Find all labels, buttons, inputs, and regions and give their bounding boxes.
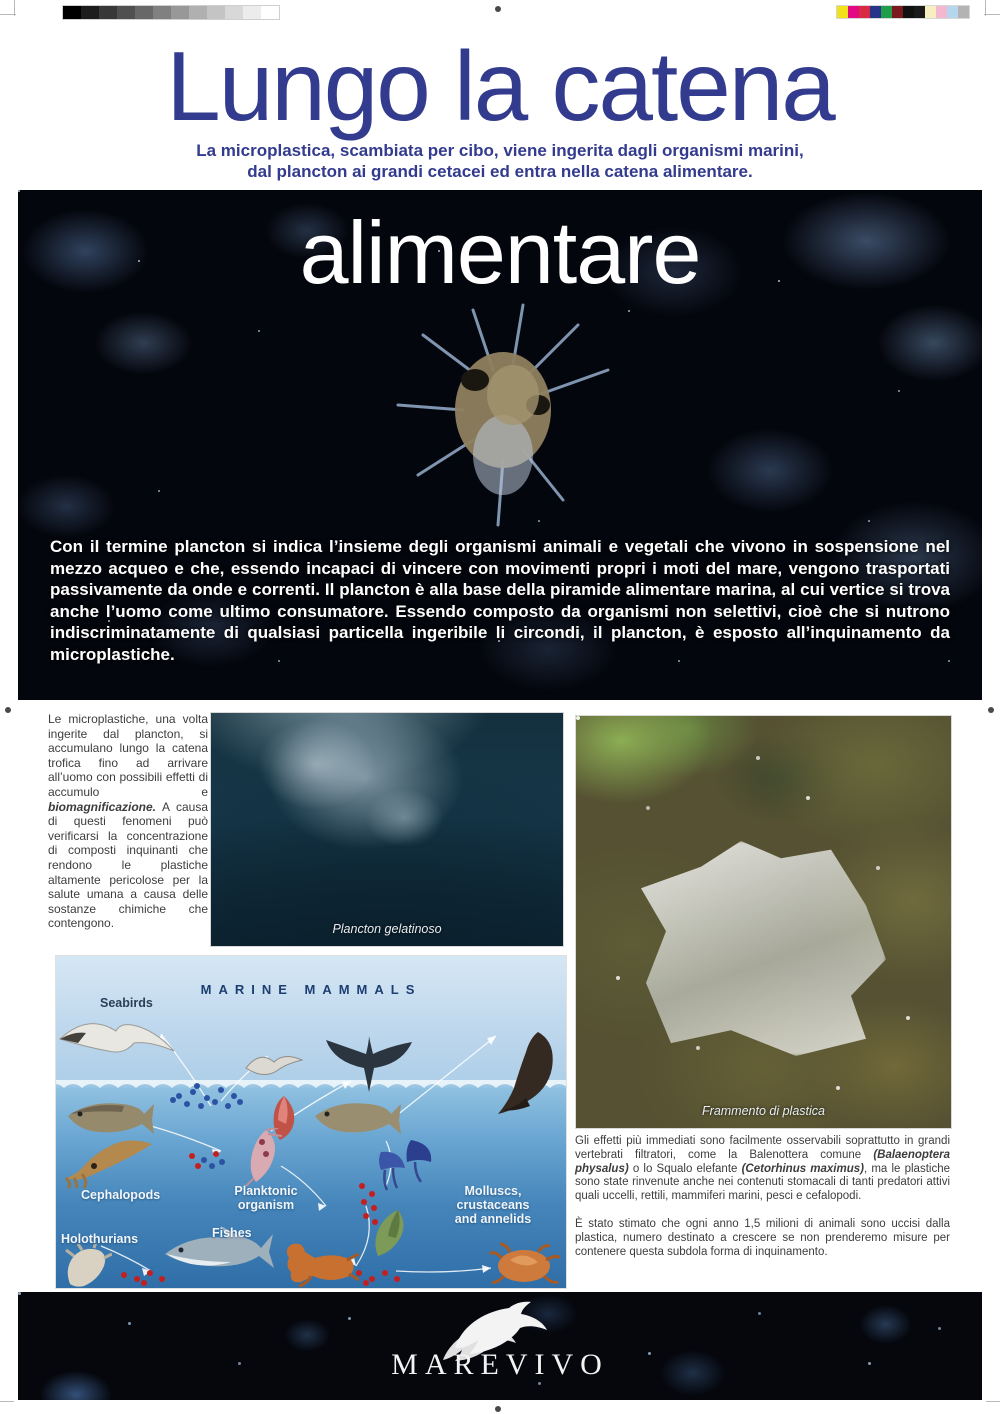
- registration-dot-left: [5, 707, 11, 713]
- annelid-crab-illustration: [488, 1242, 560, 1288]
- microplastics-accumulation-text: [48, 712, 208, 931]
- paragraph-animals-killed: È stato stimato che ogni anno 1,5 milioni di animali sono uccisi dalla plastica, numero destinato a crescere se non prenderemo misure per contenere questa subdola forma di inquinamento.: [575, 1217, 950, 1258]
- food-web-title: MARINE MAMMALS: [200, 982, 422, 997]
- page-subtitle: [0, 140, 1000, 182]
- label-planktonic-organism: [221, 1184, 311, 1212]
- registration-dot-bottom: [495, 1406, 501, 1412]
- label-planktonic-line1: Planktonic: [234, 1184, 298, 1198]
- crop-mark-top-right-v: [985, 0, 986, 16]
- hero-overlay-word: alimentare: [299, 203, 701, 302]
- label-molluscs: [428, 1184, 558, 1226]
- plankton-specks: [18, 190, 20, 192]
- footer-band: [18, 1292, 982, 1400]
- squid-illustration: [64, 1134, 156, 1190]
- label-molluscs-line2: and annelids: [454, 1212, 532, 1226]
- label-seabirds: Seabirds: [100, 996, 153, 1010]
- lobster-illustration: [281, 1238, 359, 1288]
- species-balaenoptera: (Balaenoptera physalus): [575, 1148, 950, 1175]
- crop-mark-top-left-v: [14, 0, 15, 16]
- p1-before: Gli effetti più immediati sono facilmente osservabili soprattutto in grandi vertebrati filtratori, come la Balenottera comune: [575, 1135, 950, 1161]
- food-web-diagram: [55, 955, 567, 1289]
- plankton-hero-photo: [18, 190, 982, 700]
- jelly-figure-caption: Plancton gelatinoso: [332, 922, 442, 936]
- marevivo-logo: [18, 1300, 982, 1382]
- left-col-text-before: Le microplastiche, una volta ingerite dal plancton, si accumulano lungo la catena trofica fino ad arrivare all’uomo con possibili effetti di accumulo e: [48, 712, 208, 799]
- seagull-illustration: [58, 1011, 178, 1066]
- p1-after: , ma le plastiche sono state rinvenute anche nei contenuti stomacali di tanti predatori attivi quali uccelli, rettili, mammiferi marini, pesci e cefalopodi.: [575, 1162, 950, 1203]
- p1-mid: o lo Squalo elefante: [628, 1162, 742, 1175]
- planktonic-shrimp-illustration: [244, 1128, 284, 1186]
- paragraph-filter-feeders: [575, 1135, 950, 1204]
- species-cetorhinus: (Cetorhinus maximus): [741, 1162, 864, 1175]
- registration-dot-top: [495, 6, 501, 12]
- microplastic-dots-blue: [176, 1093, 182, 1099]
- microplastic-dots-mixed: [189, 1153, 195, 1159]
- marevivo-wordmark: MAREVIVO: [391, 1348, 609, 1381]
- label-fishes: Fishes: [212, 1226, 252, 1240]
- plastic-photo-specks: [576, 716, 580, 720]
- biomagnification-highlight: biomagnificazione.: [48, 799, 157, 814]
- plankton-definition-paragraph: Con il termine plancton si indica l’insieme degli organismi animali e vegetali che vivono in sospensione nel mezzo acqueo e che, essendo incapaci di vincere con movimenti propri i moti del mare, vengono trasportati passivamente da onde e correnti. Il plancton è alla base della piramide alimentare marina, al cui vertice si trova anche l’uomo come ultimo consumatore. Essendo composto da organismi non selettivi, cioè che si nutrono indiscriminatamente di qualsiasi particella ingeribile li circondi, il plancton, è esposto all’inquinamento da microplastiche.: [50, 537, 950, 664]
- subtitle-line-1: La microplastica, scambiata per cibo, viene ingerita dagli organismi marini,: [196, 141, 804, 160]
- grayscale-calibration-bar: [62, 5, 280, 20]
- crop-mark-bottom-left: [0, 1401, 14, 1402]
- subtitle-line-2: dal plancton ai grandi cetacei ed entra nella catena alimentare.: [247, 162, 753, 181]
- label-holothurians: Holothurians: [61, 1232, 139, 1246]
- plastic-fragment-shape: [636, 841, 886, 1056]
- crop-mark-bottom-right: [986, 1401, 1000, 1402]
- holothurian-illustration: [60, 1244, 112, 1288]
- whale-tail-illustration: [324, 1034, 414, 1094]
- plastic-figure-caption: Frammento di plastica: [702, 1104, 825, 1118]
- green-fish-illustration: [368, 1208, 410, 1258]
- label-planktonic-line2: organism: [237, 1198, 295, 1212]
- microplastic-dots-red-bottom-right: [356, 1270, 362, 1276]
- cod-fish-right-illustration: [311, 1096, 403, 1140]
- label-molluscs-line1: Molluscs, crustaceans: [456, 1184, 530, 1212]
- crop-mark-top-right-h: [984, 14, 1000, 15]
- gelatinous-plankton-photo: [210, 712, 564, 947]
- plastic-fragment-photo: [575, 715, 952, 1129]
- filter-feeders-text: [575, 1135, 950, 1273]
- footer-bubbles: [18, 1292, 21, 1295]
- small-gull-illustration: [244, 1048, 304, 1084]
- page-title: Lungo la catena: [166, 31, 834, 141]
- microplastic-dots-red-mid: [359, 1183, 365, 1189]
- zooplankton-larva-illustration: [363, 290, 643, 540]
- left-col-text-after: A causa di questi fenomeni può verificarsi la concentrazione di composti inquinanti che rendono le plastiche altamente pericolose per la salute umana a causa delle sostanze chimiche che contengono.: [48, 799, 208, 931]
- microplastic-dots-red-bottom-left: [121, 1272, 127, 1278]
- label-cephalopods: Cephalopods: [81, 1188, 161, 1202]
- registration-dot-right: [988, 707, 994, 713]
- sea-lion-illustration: [486, 1028, 564, 1116]
- color-calibration-bar: [836, 5, 970, 19]
